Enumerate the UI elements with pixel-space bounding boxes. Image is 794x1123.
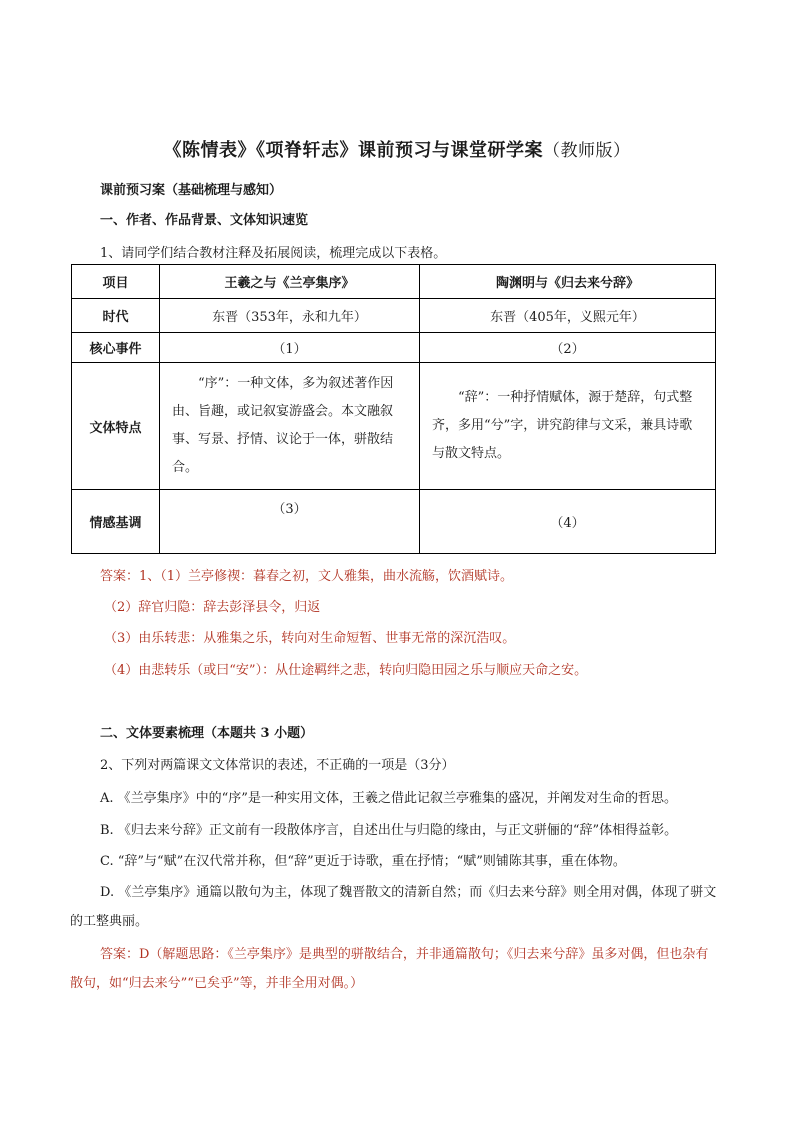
table-row bbox=[72, 333, 716, 363]
table-cell: （4） bbox=[420, 489, 716, 553]
title-main: 《陈情表》《项脊轩志》课前预习与课堂研学案 bbox=[163, 140, 543, 161]
table-cell: 东晋（405年，义熙元年） bbox=[420, 299, 716, 333]
option-a: A. 《兰亭集序》中的“序”是一种实用文体，王羲之借此记叙兰亭雅集的盛况，并阐发对生命的哲思。 bbox=[100, 791, 677, 806]
table-cell: （3） bbox=[160, 489, 420, 553]
table-row bbox=[72, 489, 716, 553]
table-row-label: 核心事件 bbox=[72, 333, 160, 363]
answer-1-line: 答案：1、（1）兰亭修禊：暮春之初，文人雅集，曲水流觞，饮酒赋诗。 bbox=[100, 569, 514, 584]
heading-1: 一、作者、作品背景、文体知识速览 bbox=[100, 213, 309, 228]
table-row-label: 文体特点 bbox=[72, 363, 160, 489]
question-2: 2、下列对两篇课文文体常识的表述，不正确的一项是（3分） bbox=[100, 758, 455, 773]
table-row-label: 情感基调 bbox=[72, 489, 160, 553]
table-cell: （1） bbox=[160, 333, 420, 363]
table-row bbox=[72, 299, 716, 333]
answer-1-line: （4）由悲转乐（或曰“安”）：从仕途羁绊之悲，转向归隐田园之乐与顺应天命之安。 bbox=[104, 663, 588, 678]
page-title bbox=[0, 136, 794, 162]
table-header-cell: 王羲之与《兰亭集序》 bbox=[160, 265, 420, 299]
section-preview-heading: 课前预习案（基础梳理与感知） bbox=[100, 183, 283, 198]
answer-1-line: （2）辞官归隐：辞去彭泽县令，归返 bbox=[104, 600, 321, 615]
table-cell: “辞”：一种抒情赋体，源于楚辞，句式整齐，多用“兮”字，讲究韵律与文采，兼具诗歌与散文特点。 bbox=[420, 363, 716, 489]
option-b: B. 《归去来兮辞》正文前有一段散体序言，自述出仕与归隐的缘由，与正文骈俪的“辞”体相得益彰。 bbox=[100, 823, 678, 838]
table-cell: （2） bbox=[420, 333, 716, 363]
answer-1-line: （3）由乐转悲：从雅集之乐，转向对生命短暂、世事无常的深沉浩叹。 bbox=[104, 631, 516, 646]
table-row bbox=[72, 363, 716, 489]
table-header-row bbox=[72, 265, 716, 299]
table-cell: “序”：一种文体，多为叙述著作因由、旨趣，或记叙宴游盛会。本文融叙事、写景、抒情、议论于一体，骈散结合。 bbox=[160, 363, 420, 489]
table-cell: 东晋（353年，永和九年） bbox=[160, 299, 420, 333]
option-c: C. “辞”与“赋”在汉代常并称，但“辞”更近于诗歌，重在抒情；“赋”则铺陈其事，重在体物。 bbox=[100, 854, 626, 869]
instruction-1: 1、请同学们结合教材注释及拓展阅读，梳理完成以下表格。 bbox=[100, 246, 447, 261]
title-sub: （教师版） bbox=[543, 141, 631, 161]
option-d: D. 《兰亭集序》通篇以散句为主，体现了魏晋散文的清新自然；而《归去来兮辞》则全用对偶，体现了骈文的工整典丽。 bbox=[70, 885, 717, 929]
table-header-cell: 项目 bbox=[72, 265, 160, 299]
table-row-label: 时代 bbox=[72, 299, 160, 333]
heading-2: 二、文体要素梳理（本题共 3 小题） bbox=[100, 726, 314, 741]
answer-2: 答案：D（解题思路：《兰亭集序》是典型的骈散结合，并非通篇散句；《归去来兮辞》虽多对偶，但也杂有散句，如“归去来兮”“已矣乎”等，并非全用对偶。） bbox=[70, 947, 709, 991]
table-header-cell: 陶渊明与《归去来兮辞》 bbox=[420, 265, 716, 299]
knowledge-table bbox=[71, 264, 716, 554]
